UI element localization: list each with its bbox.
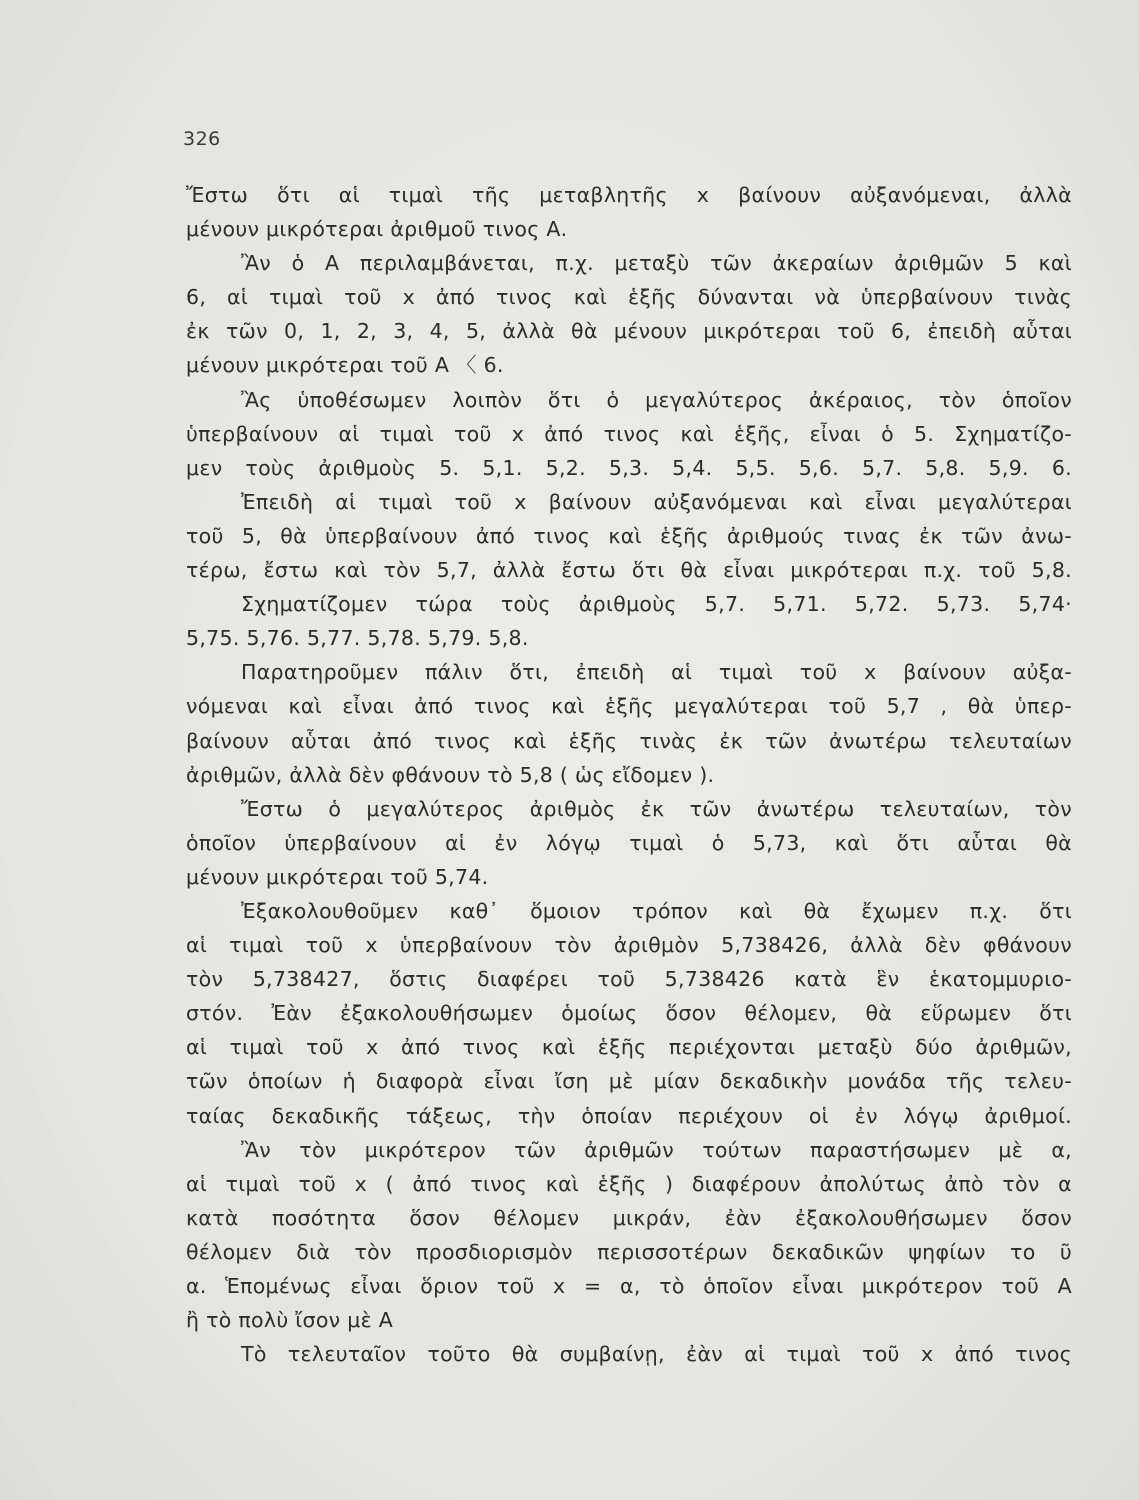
text-line: αἱ τιμαὶ τοῦ x ( ἀπό τινος καὶ ἑξῆς ) διαφέρουν ἀπολύτως ἀπὸ τὸν α bbox=[186, 1171, 1072, 1196]
text-line: ἐκ τῶν 0, 1, 2, 3, 4, 5, ἀλλὰ θὰ μένουν μικρότεραι τοῦ 6, ἐπειδὴ αὗται bbox=[186, 319, 1072, 344]
text-line: θέλομεν διὰ τὸν προσδιορισμὸν περισσοτέρων δεκαδικῶν ψηφίων το ῦ bbox=[186, 1239, 1072, 1264]
text-line: Ἂν τὸν μικρότερον τῶν ἀριθμῶν τούτων παραστήσωμεν μὲ α, bbox=[241, 1137, 1072, 1162]
text-line: Ἐπειδὴ αἱ τιμαὶ τοῦ x βαίνουν αὐξανόμεναι καὶ εἶναι μεγαλύτεραι bbox=[241, 489, 1072, 514]
text-line: ἀριθμῶν, ἀλλὰ δὲν φθάνουν τὸ 5,8 ( ὡς εἴδομεν ). bbox=[186, 762, 715, 787]
text-line: Ἔστω ὁ μεγαλύτερος ἀριθμὸς ἐκ τῶν ἀνωτέρω τελευταίων, τὸν bbox=[241, 796, 1072, 821]
text-line: ἢ τὸ πολὺ ἴσον μὲ Α bbox=[186, 1308, 394, 1333]
text-line: βαίνουν αὗται ἀπό τινος καὶ ἑξῆς τινὰς ἐκ τῶν ἀνωτέρω τελευταίων bbox=[186, 728, 1072, 753]
text-line: Ἂν ὁ Α περιλαμβάνεται, π.χ. μεταξὺ τῶν ἀκεραίων ἀριθμῶν 5 καὶ bbox=[241, 251, 1072, 276]
text-line: αἱ τιμαὶ τοῦ x ἀπό τινος καὶ ἑξῆς περιέχονται μεταξὺ δύο ἀριθμῶν, bbox=[186, 1035, 1072, 1060]
text-line: Ἐξακολουθοῦμεν καθ᾿ ὅμοιον τρόπον καὶ θὰ ἔχωμεν π.χ. ὅτι bbox=[241, 898, 1072, 923]
text-line: Ἔστω ὅτι αἱ τιμαὶ τῆς μεταβλητῆς x βαίνουν αὐξανόμεναι, ἀλλὰ bbox=[186, 183, 1072, 207]
text-line: Ἂς ὑποθέσωμεν λοιπὸν ὅτι ὁ μεγαλύτερος ἀκέραιος, τὸν ὁποῖον bbox=[241, 387, 1072, 412]
text-line: κατὰ ποσότητα ὅσον θέλομεν μικράν, ἐὰν ἐξακολουθήσωμεν ὅσον bbox=[186, 1205, 1072, 1230]
text-line: αἱ τιμαὶ τοῦ x ὑπερβαίνουν τὸν ἀριθμὸν 5,738426, ἀλλὰ δὲν φθάνουν bbox=[186, 933, 1072, 958]
page-number: 326 bbox=[183, 128, 221, 150]
text-line: Σχηματίζομεν τώρα τοὺς ἀριθμοὺς 5,7. 5,71. 5,72. 5,73. 5,74· bbox=[241, 592, 1072, 617]
text-line: α. Ἑπομένως εἶναι ὅριον τοῦ x = α, τὸ ὁποῖον εἶναι μικρότερον τοῦ Α bbox=[186, 1274, 1072, 1298]
text-line: νόμεναι καὶ εἶναι ἀπό τινος καὶ ἑξῆς μεγαλύτεραι τοῦ 5,7 , θὰ ὑπερ- bbox=[186, 694, 1072, 719]
text-line: Τὸ τελευταῖον τοῦτο θὰ συμβαίνῃ, ἐὰν αἱ τιμαὶ τοῦ x ἀπό τινος bbox=[241, 1342, 1072, 1367]
text-line: ὑπερβαίνουν αἱ τιμαὶ τοῦ x ἀπό τινος καὶ ἑξῆς, εἶναι ὁ 5. Σχηματίζο- bbox=[186, 421, 1072, 446]
text-line: 5,75. 5,76. 5,77. 5,78. 5,79. 5,8. bbox=[186, 626, 529, 651]
text-line: τοῦ 5, θὰ ὑπερβαίνουν ἀπό τινος καὶ ἑξῆς ἀριθμούς τινας ἐκ τῶν ἀνω- bbox=[186, 523, 1072, 548]
text-line: μένουν μικρότεραι τοῦ Α 〈 6. bbox=[186, 353, 504, 378]
text-line: μεν τοὺς ἀριθμοὺς 5. 5,1. 5,2. 5,3. 5,4. 5,5. 5,6. 5,7. 5,8. 5,9. 6. bbox=[186, 455, 1072, 480]
text-line: μένουν μικρότεραι ἀριθμοῦ τινος Α. bbox=[186, 217, 568, 242]
text-line: μένουν μικρότεραι τοῦ 5,74. bbox=[186, 864, 489, 889]
text-line: Παρατηροῦμεν πάλιν ὅτι, ἐπειδὴ αἱ τιμαὶ τοῦ x βαίνουν αὐξα- bbox=[241, 660, 1072, 685]
text-line: στόν. Ἐὰν ἐξακολουθήσωμεν ὁμοίως ὅσον θέλομεν, θὰ εὕρωμεν ὅτι bbox=[186, 1001, 1072, 1026]
text-line: τῶν ὁποίων ἡ διαφορὰ εἶναι ἴση μὲ μίαν δεκαδικὴν μονάδα τῆς τελευ- bbox=[186, 1069, 1072, 1094]
text-line: ταίας δεκαδικῆς τάξεως, τὴν ὁποίαν περιέχουν οἱ ἐν λόγῳ ἀριθμοί. bbox=[186, 1103, 1072, 1128]
text-line: τὸν 5,738427, ὅστις διαφέρει τοῦ 5,738426 κατὰ ἓν ἑκατομμυριο- bbox=[186, 967, 1072, 992]
body-text bbox=[186, 178, 1072, 1371]
text-line: 6, αἱ τιμαὶ τοῦ x ἀπό τινος καὶ ἑξῆς δύνανται νὰ ὑπερβαίνουν τινὰς bbox=[186, 285, 1072, 310]
text-line: ὁποῖον ὑπερβαίνουν αἱ ἐν λόγῳ τιμαὶ ὁ 5,73, καὶ ὅτι αὗται θὰ bbox=[186, 830, 1072, 855]
text-line: τέρω, ἔστω καὶ τὸν 5,7, ἀλλὰ ἔστω ὅτι θὰ εἶναι μικρότεραι π.χ. τοῦ 5,8. bbox=[186, 558, 1072, 583]
